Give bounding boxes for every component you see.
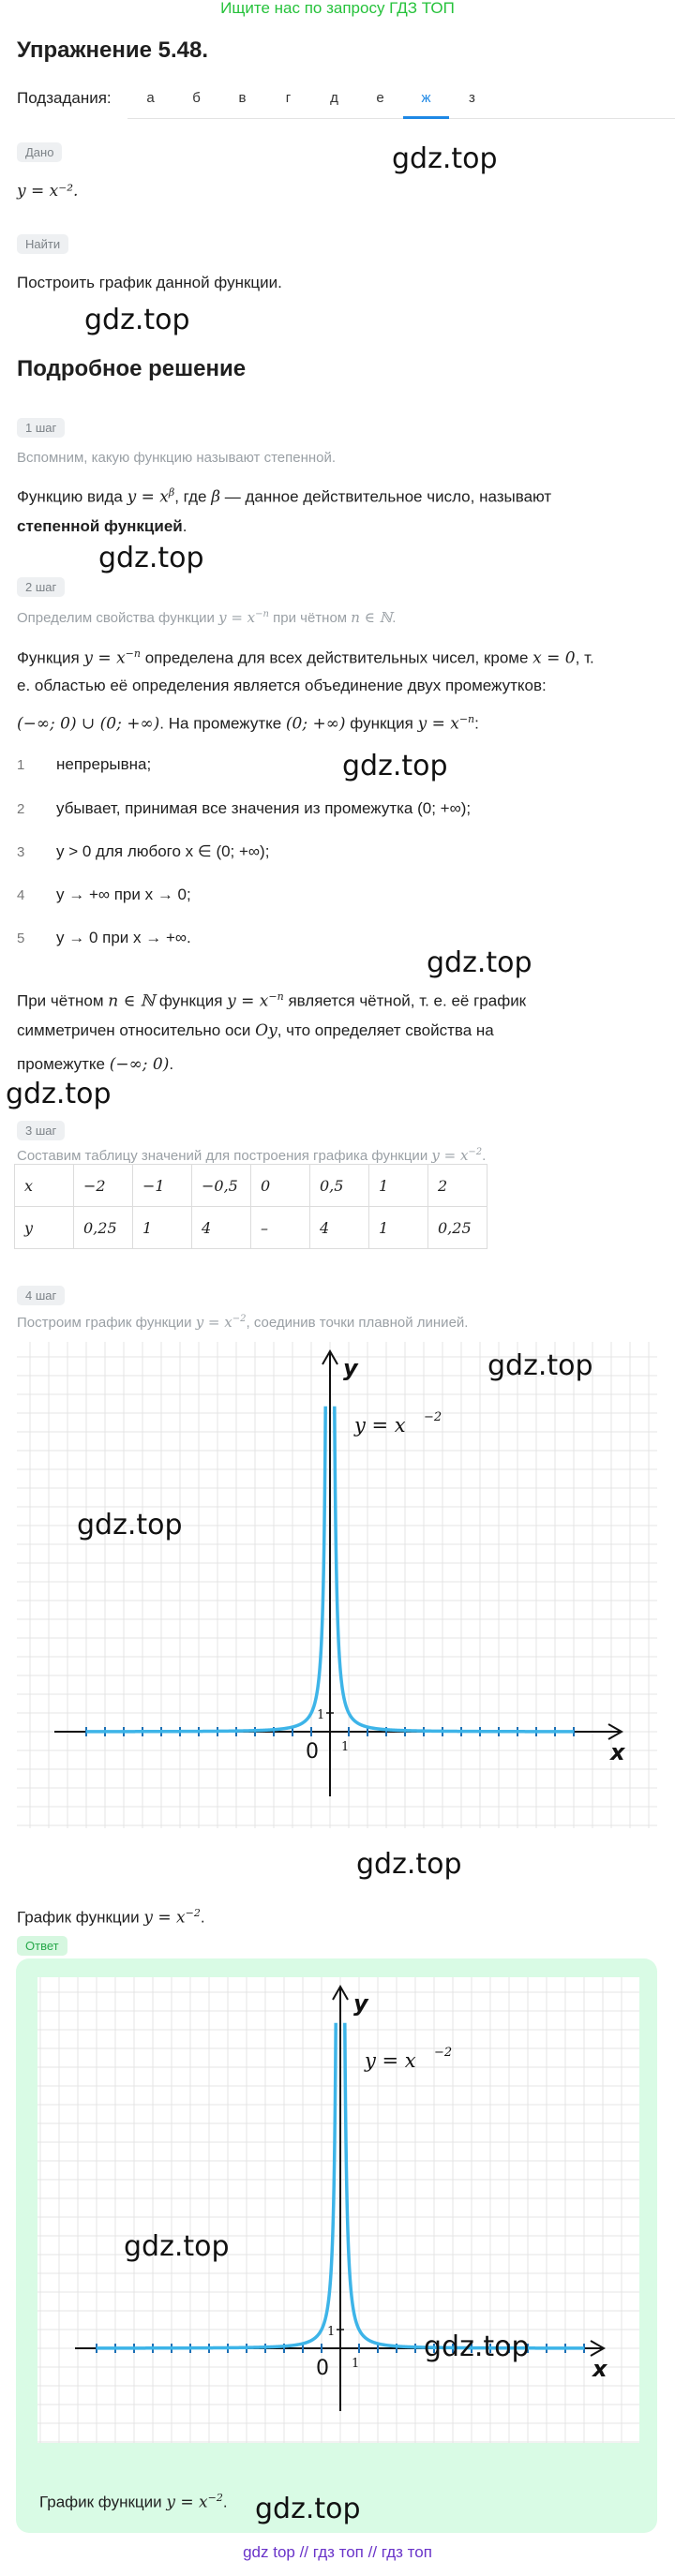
tab-e[interactable]: е xyxy=(376,90,384,106)
text: функция xyxy=(345,714,418,733)
watermark: gdz.top xyxy=(342,750,448,782)
y-axis-label: y xyxy=(343,1355,358,1381)
y-axis-label: y xyxy=(353,1990,368,2017)
step4-caption xyxy=(17,1897,205,1935)
text: . xyxy=(392,610,397,626)
list-num: 5 xyxy=(17,931,25,946)
math: y = x xyxy=(218,609,256,626)
step3-badge: 3 шаг xyxy=(17,1121,65,1140)
tab-b[interactable]: б xyxy=(192,90,201,106)
list-item xyxy=(17,799,471,818)
function-label-sup: −2 xyxy=(424,1410,442,1424)
text: . xyxy=(222,2493,228,2511)
table-cell: 1 xyxy=(369,1207,428,1249)
solution-title: Подробное решение xyxy=(17,356,247,381)
step1-badge-wrap xyxy=(17,418,65,438)
text: График функции xyxy=(17,1908,144,1927)
watermark: gdz.top xyxy=(98,542,204,574)
table-cell: −1 xyxy=(133,1165,192,1207)
text: является чётной, т. е. её график xyxy=(283,991,527,1010)
exercise-title: Упражнение 5.48. xyxy=(17,37,209,63)
list-item xyxy=(17,929,191,947)
text: : xyxy=(474,714,479,733)
math-sup: −2 xyxy=(232,1314,247,1324)
math: y = x xyxy=(417,714,459,734)
list-text: y → 0 при x → +∞. xyxy=(56,929,191,946)
table-cell: −2 xyxy=(74,1165,133,1207)
list-num: 1 xyxy=(17,757,25,773)
answer-badge-wrap xyxy=(17,1938,68,1955)
text: промежутке xyxy=(17,1055,110,1073)
text: . xyxy=(200,1908,205,1927)
math: y = x xyxy=(143,1908,186,1928)
table-cell: y xyxy=(15,1207,74,1249)
find-badge-wrap xyxy=(17,234,68,254)
step2-p2: е. областью её определения является объединение двух промежутков: xyxy=(17,677,547,694)
text: Функцию вида xyxy=(17,487,128,506)
y-unit-label: 1 xyxy=(327,2325,336,2339)
step2-c2 xyxy=(17,1014,494,1048)
subtask-tabs xyxy=(128,79,675,119)
step4-badge-wrap xyxy=(17,1286,65,1305)
step1-line2 xyxy=(17,510,187,543)
tab-zh[interactable]: ж xyxy=(403,79,449,119)
function-label: y = x xyxy=(354,1414,406,1437)
step2-c3 xyxy=(17,1048,173,1081)
table-cell: – xyxy=(251,1207,310,1249)
list-num: 3 xyxy=(17,844,25,860)
table-cell: 2 xyxy=(428,1165,488,1207)
watermark: gdz.top xyxy=(392,142,498,175)
table-row xyxy=(15,1207,488,1249)
list-num: 2 xyxy=(17,801,25,817)
watermark: gdz.top xyxy=(255,2493,361,2525)
watermark: gdz.top xyxy=(84,304,190,336)
list-item xyxy=(17,842,269,861)
math: y = x xyxy=(195,1314,232,1331)
step1-hint: Вспомним, какую функцию называют степенной. xyxy=(17,450,337,466)
table-cell: 1 xyxy=(133,1207,192,1249)
top-banner[interactable]: Ищите нас по запросу ГДЗ ТОП xyxy=(220,0,455,17)
math: y = x xyxy=(166,2493,208,2512)
x-axis-label: x xyxy=(592,2356,608,2382)
y-unit-label: 1 xyxy=(317,1708,325,1722)
table-cell: −0,5 xyxy=(192,1165,251,1207)
origin-label: 0 xyxy=(316,2357,329,2380)
math-sup: −2 xyxy=(468,1147,483,1157)
text: — данное действительное число, называют xyxy=(220,487,552,506)
step3-hint xyxy=(17,1147,486,1164)
text: определена для всех действительных чисел, кроме xyxy=(140,648,533,667)
given-badge: Дано xyxy=(17,142,62,162)
text: . xyxy=(182,517,188,535)
function-label-sup: −2 xyxy=(434,2046,453,2060)
x-unit-label: 1 xyxy=(352,2357,360,2371)
math: n ∈ ℕ xyxy=(108,991,156,1011)
step4-hint xyxy=(17,1314,468,1331)
tab-v[interactable]: в xyxy=(238,90,247,106)
text: функция xyxy=(155,991,228,1010)
find-badge: Найти xyxy=(17,234,68,254)
tab-d[interactable]: д xyxy=(330,90,338,106)
tab-a[interactable]: а xyxy=(146,90,155,106)
text: . xyxy=(169,1055,174,1073)
math: (−∞; 0) ∪ (0; +∞) xyxy=(17,714,160,734)
step2-badge: 2 шаг xyxy=(17,577,65,597)
math: n ∈ ℕ xyxy=(351,609,393,626)
origin-label: 0 xyxy=(306,1740,319,1764)
footer-links[interactable]: gdz top // гдз топ // гдз топ xyxy=(243,2543,432,2561)
step2-p3 xyxy=(17,703,479,741)
list-text: y > 0 для любого x ∈ (0; +∞); xyxy=(56,842,270,860)
tab-z[interactable]: з xyxy=(469,90,475,106)
math: y = x xyxy=(227,991,269,1011)
math: y = x xyxy=(127,487,169,507)
text: Определим свойства функции xyxy=(17,610,219,626)
x-unit-label: 1 xyxy=(341,1740,350,1754)
step3-badge-wrap xyxy=(17,1121,65,1140)
given-badge-wrap xyxy=(17,142,62,162)
bold-term: степенной функцией xyxy=(17,517,183,535)
answer-badge: Ответ xyxy=(17,1936,68,1956)
text: График функции xyxy=(39,2493,167,2511)
list-item xyxy=(17,886,191,904)
text: Составим таблицу значений для построения графика функции xyxy=(17,1148,432,1164)
function-graph xyxy=(17,1342,657,1828)
table-cell: 0,25 xyxy=(74,1207,133,1249)
table-cell: 1 xyxy=(369,1165,428,1207)
math: (−∞; 0) xyxy=(109,1055,170,1074)
math-sup: −n xyxy=(458,713,475,725)
given-expression: y = x⁻². xyxy=(17,182,79,201)
list-num: 4 xyxy=(17,887,25,903)
table-cell: 4 xyxy=(192,1207,251,1249)
answer-caption xyxy=(39,2481,228,2520)
text: . На промежутке xyxy=(159,714,286,733)
list-item xyxy=(17,755,151,774)
text: при чётном xyxy=(268,610,352,626)
text: Построим график функции xyxy=(17,1315,196,1331)
text: Функция xyxy=(17,648,84,667)
text: , соединив точки плавной линией. xyxy=(246,1315,469,1331)
find-text: Построить график данной функции. xyxy=(17,274,282,291)
step2-c1 xyxy=(17,980,526,1019)
table-cell: x xyxy=(15,1165,74,1207)
list-text: убывает, принимая все значения из промежутка (0; +∞); xyxy=(56,799,472,817)
math: y = x xyxy=(83,648,126,668)
math-sup: −n xyxy=(255,609,269,619)
function-label: y = x xyxy=(365,2049,416,2072)
step1-badge: 1 шаг xyxy=(17,418,65,438)
graph-background xyxy=(38,1977,639,2443)
text: , что определяет свойства на xyxy=(277,1021,494,1039)
math-sup: β xyxy=(168,486,175,499)
table-cell: 0,5 xyxy=(310,1165,369,1207)
math-sup: −n xyxy=(268,990,284,1003)
step2-hint xyxy=(17,609,396,626)
text: . xyxy=(482,1148,487,1164)
math-sup: −2 xyxy=(207,2492,223,2504)
table-cell: 0,25 xyxy=(428,1207,488,1249)
answer-graph xyxy=(38,1977,639,2443)
watermark: gdz.top xyxy=(424,2330,530,2363)
text: симметричен относительно оси xyxy=(17,1021,256,1039)
watermark: gdz.top xyxy=(356,1848,462,1881)
step2-badge-wrap xyxy=(17,577,65,597)
watermark: gdz.top xyxy=(6,1078,112,1110)
step4-badge: 4 шаг xyxy=(17,1286,65,1305)
table-cell: 4 xyxy=(310,1207,369,1249)
watermark: gdz.top xyxy=(124,2230,230,2263)
subtasks-label: Подзадания: xyxy=(17,89,112,107)
watermark: gdz.top xyxy=(77,1509,183,1541)
watermark: gdz.top xyxy=(488,1349,593,1382)
table-row xyxy=(15,1165,488,1207)
list-text: непрерывна; xyxy=(56,755,152,773)
tab-g[interactable]: г xyxy=(285,90,292,106)
values-table xyxy=(14,1164,488,1249)
text: При чётном xyxy=(17,991,109,1010)
step1-line1 xyxy=(17,476,551,514)
list-text: y → +∞ при x → 0; xyxy=(56,886,191,903)
text: , т. xyxy=(575,648,594,667)
math: y = x xyxy=(431,1147,469,1164)
text: , где xyxy=(174,487,212,506)
watermark: gdz.top xyxy=(427,946,532,979)
math-sup: −2 xyxy=(185,1907,201,1919)
math: β xyxy=(211,487,221,507)
math: (0; +∞) xyxy=(285,714,346,734)
math-sup: −n xyxy=(125,648,141,660)
table-cell: 0 xyxy=(251,1165,310,1207)
math: x = 0 xyxy=(532,648,576,668)
x-axis-label: x xyxy=(610,1739,625,1765)
math: Oy xyxy=(255,1021,278,1040)
